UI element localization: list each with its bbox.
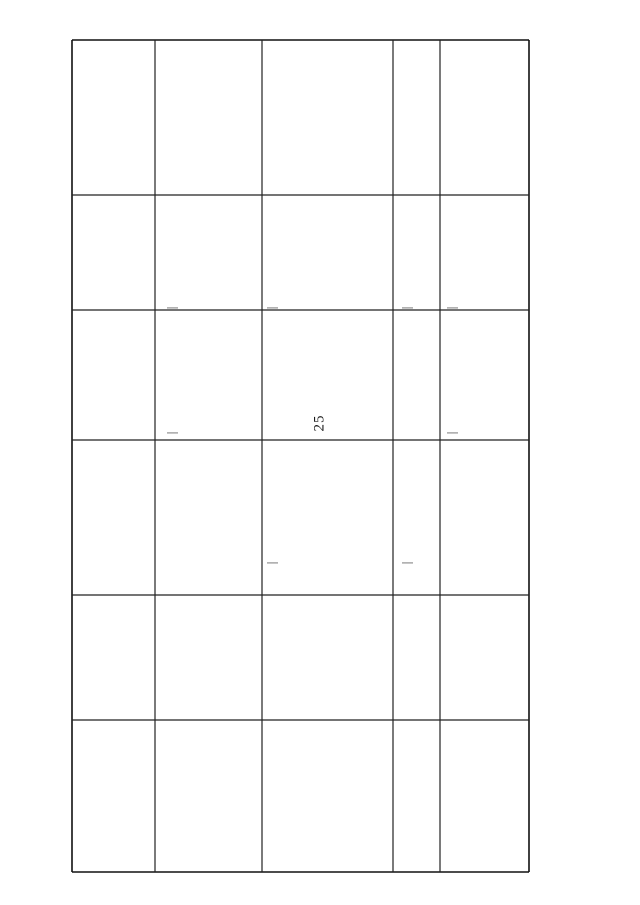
cell-dash: | [443, 431, 459, 435]
table-frame [72, 40, 529, 872]
page-number: 25 [311, 414, 328, 432]
row-dividers [155, 40, 440, 872]
column-dividers [72, 195, 529, 720]
cell-dash: | [263, 561, 279, 565]
cell-dash: | [163, 431, 179, 435]
cell-dash: | [163, 306, 179, 310]
cell-dash: | [398, 561, 414, 565]
cell-dash: | [443, 306, 459, 310]
cell-dash: | [398, 306, 414, 310]
cell-dash: | [263, 306, 279, 310]
